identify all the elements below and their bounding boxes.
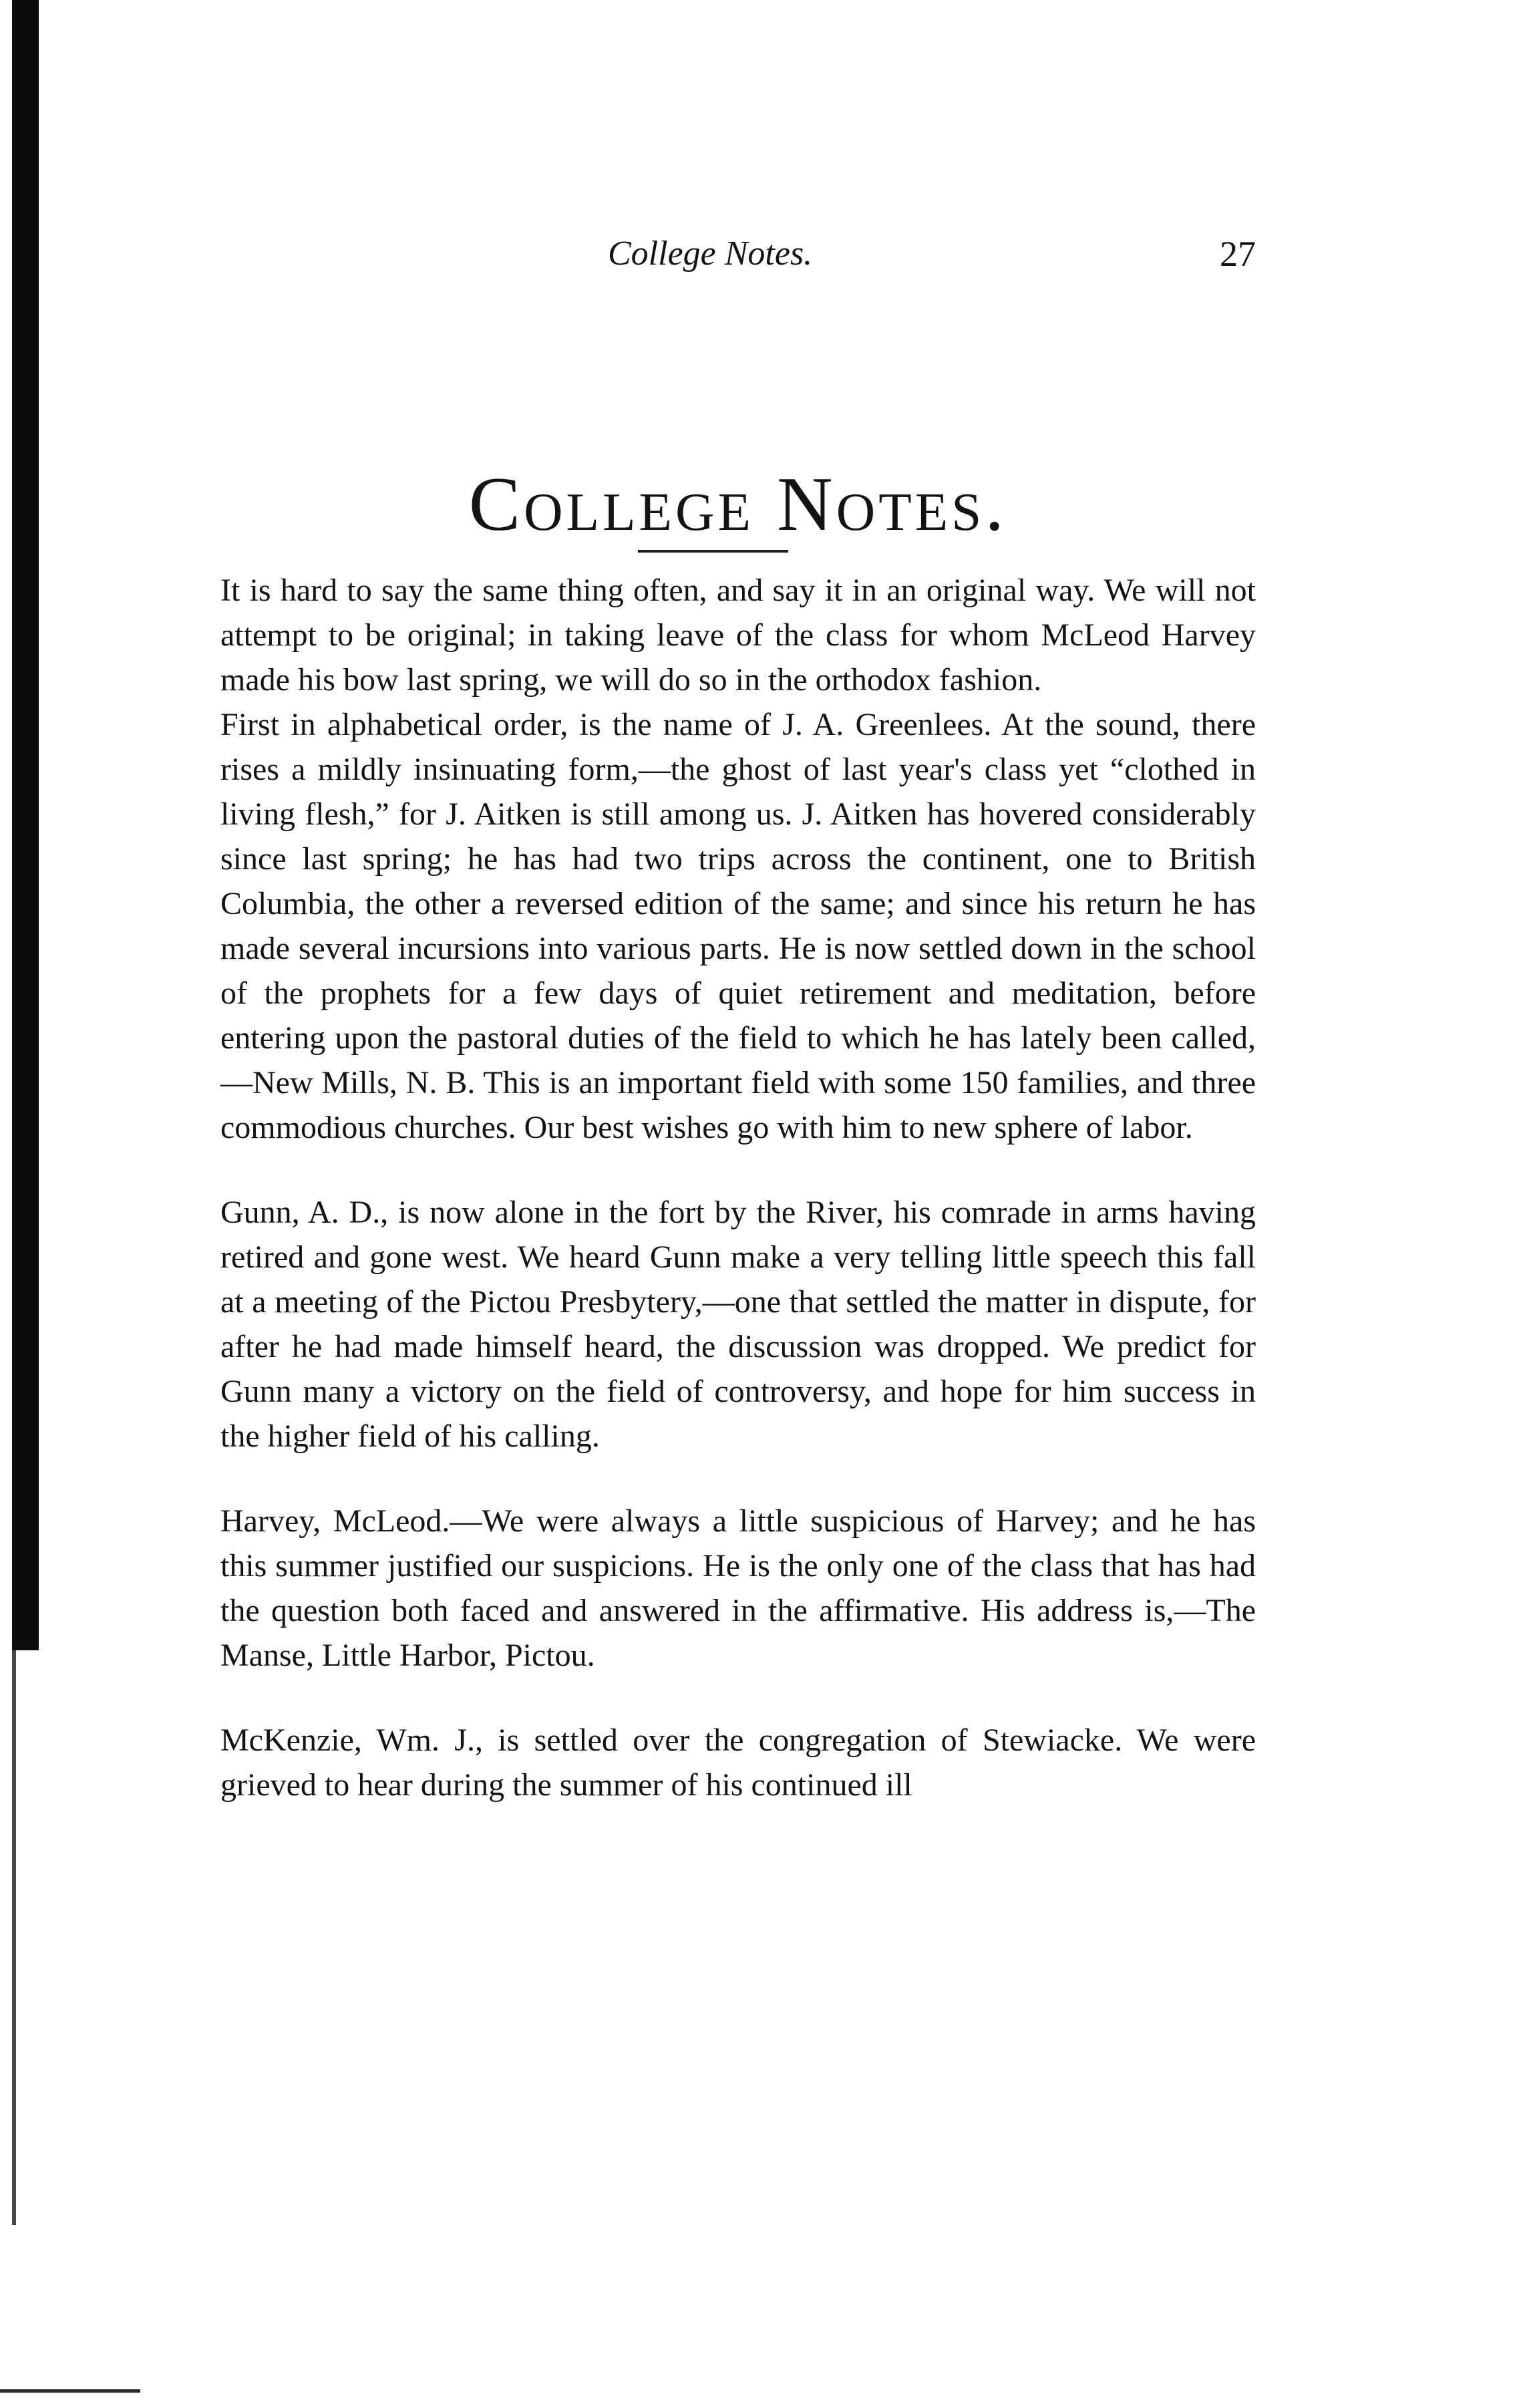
paragraph-greenlees-aitken: First in alphabetical order, is the name of J. A. Greenlees. At the sound, there rises a mildly insinuating form,—the ghost of last year's class yet “clothed in living flesh,” for J. Aitken is still among us. J. Aitken has hovered considerably since last spring; he has had two trips across the continent, one to British Columbia, the other a reversed edition of the same; and since his return he has made several incursions into various parts. He is now settled down in the school of the prophets for a few days of quiet retirement and meditation, before entering upon the pastoral duties of the field to which he has lately been called,—New Mills, N. B. This is an important field with some 150 families, and three commodious churches. Our best wishes go with him to new sphere of labor.	[220, 707, 1256, 1145]
footer-rule	[0, 2389, 140, 2393]
article-body	[220, 568, 1256, 1807]
binding-edge	[12, 0, 39, 1650]
binding-edge-thin	[12, 1650, 16, 2225]
paragraph-gunn: Gunn, A. D., is now alone in the fort by the River, his comrade in arms having retired and gone west. We heard Gunn make a very telling little speech this fall at a meeting of the Pictou Presbytery,—one that settled the matter in dispute, for after he had made himself heard, the discussion was dropped. We predict for Gunn many a victory on the field of controversy, and hope for him success in the higher field of his calling.	[220, 1195, 1256, 1454]
paragraph-mckenzie: McKenzie, Wm. J., is settled over the congregation of Stewiacke. We were grieved to hear during the summer of his continued ill	[220, 1722, 1256, 1803]
title-rule	[638, 550, 788, 553]
paragraph-intro: It is hard to say the same thing often, and say it in an original way. We will not attempt to be original; in taking leave of the class for whom McLeod Harvey made his bow last spring, we will do so in the orthodox fashion.	[220, 573, 1256, 698]
paragraph-harvey: Harvey, McLeod.—We were always a little suspicious of Harvey; and he has this summer justified our suspicions. He is the only one of the class that has had the question both faced and answered in the affirmative. His address is,—The Manse, Little Harbor, Pictou.	[220, 1503, 1256, 1673]
page-number: 27	[1220, 234, 1256, 274]
running-title: College Notes.	[608, 235, 813, 273]
running-header	[220, 227, 1256, 281]
section-title: College Notes.	[468, 462, 1008, 547]
